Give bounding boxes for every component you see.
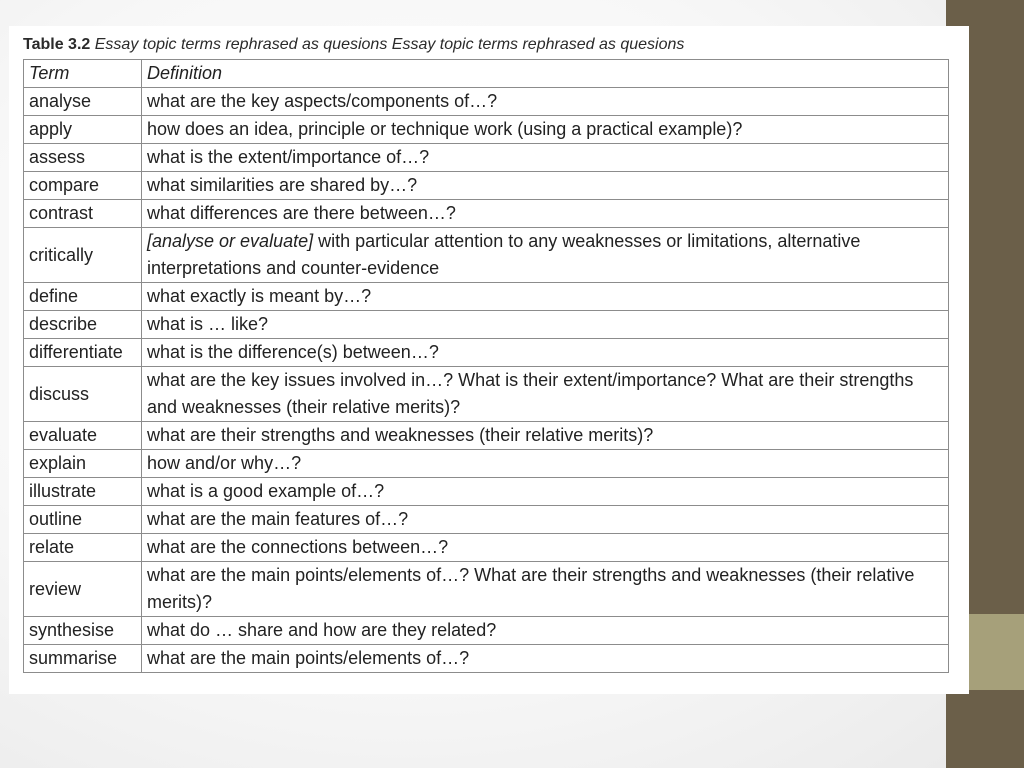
definition-cell: what is … like? xyxy=(142,311,949,339)
term-cell: evaluate xyxy=(24,422,142,450)
term-cell: discuss xyxy=(24,367,142,422)
definition-cell: what are the key issues involved in…? What is their extent/importance? What are their strengths and weaknesses (their relative merits)? xyxy=(142,367,949,422)
term-cell: contrast xyxy=(24,200,142,228)
term-cell: outline xyxy=(24,506,142,534)
table-row xyxy=(24,172,949,200)
table-row xyxy=(24,562,949,617)
definition-cell: how and/or why…? xyxy=(142,450,949,478)
definition-italic-part: [analyse or evaluate] xyxy=(147,231,314,251)
term-cell: define xyxy=(24,283,142,311)
definition-cell xyxy=(142,228,949,283)
term-cell: critically xyxy=(24,228,142,283)
term-cell: assess xyxy=(24,144,142,172)
definition-cell: what differences are there between…? xyxy=(142,200,949,228)
definition-cell: what are their strengths and weaknesses (their relative merits)? xyxy=(142,422,949,450)
term-cell: apply xyxy=(24,116,142,144)
term-cell: describe xyxy=(24,311,142,339)
definition-cell: what are the key aspects/components of…? xyxy=(142,88,949,116)
table-row xyxy=(24,534,949,562)
definition-cell: what are the main features of…? xyxy=(142,506,949,534)
table-row xyxy=(24,228,949,283)
header-definition: Definition xyxy=(142,60,949,88)
table-row xyxy=(24,88,949,116)
table-row xyxy=(24,422,949,450)
table-header-row xyxy=(24,60,949,88)
table-row xyxy=(24,506,949,534)
term-cell: summarise xyxy=(24,645,142,673)
term-cell: compare xyxy=(24,172,142,200)
table-row xyxy=(24,116,949,144)
definition-cell: what similarities are shared by…? xyxy=(142,172,949,200)
definition-text-part: with particular attention to any weaknesses or limitations, alternative interpretations and counter-evidence xyxy=(147,231,861,278)
definition-cell: what do … share and how are they related? xyxy=(142,617,949,645)
table-row xyxy=(24,311,949,339)
term-cell: relate xyxy=(24,534,142,562)
table-row xyxy=(24,645,949,673)
table-row xyxy=(24,144,949,172)
term-cell: review xyxy=(24,562,142,617)
definition-cell: what are the main points/elements of…? xyxy=(142,645,949,673)
essay-terms-table xyxy=(23,59,949,673)
caption-label: Table 3.2 xyxy=(23,36,91,53)
definition-cell: what is a good example of…? xyxy=(142,478,949,506)
caption-title: Essay topic terms rephrased as quesions Essay topic terms rephrased as quesions xyxy=(90,36,685,53)
definition-cell: how does an idea, principle or technique work (using a practical example)? xyxy=(142,116,949,144)
term-cell: explain xyxy=(24,450,142,478)
table-row xyxy=(24,478,949,506)
definition-cell: what is the difference(s) between…? xyxy=(142,339,949,367)
term-cell: differentiate xyxy=(24,339,142,367)
definition-cell: what are the connections between…? xyxy=(142,534,949,562)
table-row xyxy=(24,617,949,645)
table-row xyxy=(24,200,949,228)
definition-cell: what are the main points/elements of…? What are their strengths and weaknesses (their relative merits)? xyxy=(142,562,949,617)
header-term: Term xyxy=(24,60,142,88)
table-row xyxy=(24,367,949,422)
table-row xyxy=(24,283,949,311)
definition-cell: what is the extent/importance of…? xyxy=(142,144,949,172)
term-cell: analyse xyxy=(24,88,142,116)
table-row xyxy=(24,339,949,367)
table-row xyxy=(24,450,949,478)
table-caption xyxy=(23,36,684,54)
definition-cell: what exactly is meant by…? xyxy=(142,283,949,311)
term-cell: illustrate xyxy=(24,478,142,506)
term-cell: synthesise xyxy=(24,617,142,645)
